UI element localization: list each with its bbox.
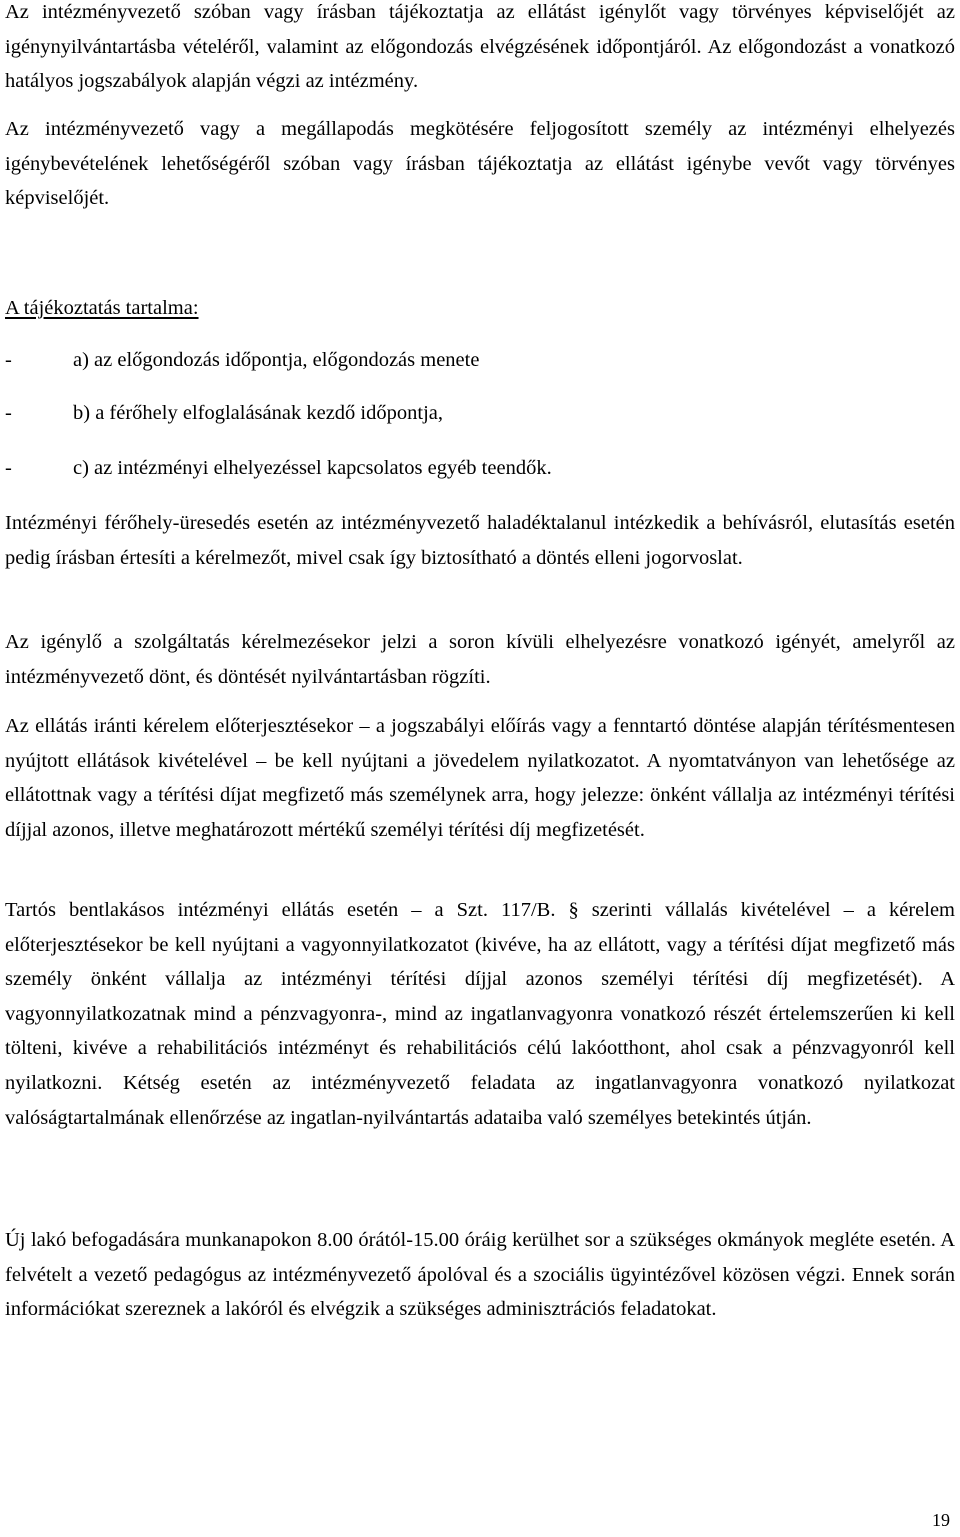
paragraph-1: Az intézményvezető szóban vagy írásban tájékoztatja az ellátást igénylőt vagy törvényes képviselőjét az igénynyilvántartásba vételéről, valamint az előgondozás elvégzésének időpontjáról. Az előgondozást a vonatkozó hatályos jogszabályok alapján végzi az intézmény. — [5, 1, 955, 93]
list-item — [5, 451, 955, 486]
list-heading: A tájékoztatás tartalma: — [5, 297, 199, 319]
paragraph-5: Az ellátás iránti kérelem előterjesztésekor – a jogszabályi előírás vagy a fenntartó döntése alapján térítésmentesen nyújtott ellátások kivételével – be kell nyújtani a jövedelem nyilatkozatot. A nyomtatványon van lehetősége az ellátottnak vagy a térítési díjat megfizető más személynek arra, hogy jelezze: önként vállalja az intézményi térítési díjjal azonos, illetve meghatározott mértékű személyi térítési díj megfizetését. — [5, 715, 955, 841]
list-dash: - — [5, 349, 12, 371]
list-item-text: b) a férőhely elfoglalásának kezdő időpontja, — [73, 402, 443, 424]
list-dash: - — [5, 402, 12, 424]
paragraph-4: Az igénylő a szolgáltatás kérelmezésekor jelzi a soron kívüli elhelyezésre vonatkozó igényét, amelyről az intézményvezető dönt, és döntését nyilvántartásban rögzíti. — [5, 631, 955, 688]
paragraph-2: Az intézményvezető vagy a megállapodás megkötésére feljogosított személy az intézményi elhelyezés igénybevételének lehetőségéről szóban vagy írásban tájékoztatja az ellátást igénybe vevőt vagy törvényes képviselőjét. — [5, 118, 955, 210]
page-number: 19 — [932, 1510, 950, 1530]
paragraph-6: Tartós bentlakásos intézményi ellátás esetén – a Szt. 117/B. § szerinti vállalás kivételével – a kérelem előterjesztésekor be kell nyújtani a vagyonnyilatkozatot (kivéve, ha az ellátott, vagy a térítési díjat megfizető más személy önként vállalja az intézményi térítési díjjal azonos személyi térítési díj megfizetését). A vagyonnyilatkozatnak mind a pénzvagyonra-, mind az ingatlanvagyonra vonatkozó részét értelemszerűen ki kell tölteni, kivéve a rehabilitációs intézményt és rehabilitációs célú lakóotthont, ahol csak a pénzvagyonról kell nyilatkozni. Kétség esetén az intézményvezető feladata az ingatlanvagyonra vonatkozó nyilatkozat valóságtartalmának ellenőrzése az ingatlan-nyilvántartás adataiba való személyes betekintés útján. — [5, 899, 955, 1129]
list-item — [5, 396, 955, 431]
list-item — [5, 343, 955, 378]
paragraph-7: Új lakó befogadására munkanapokon 8.00 órától-15.00 óráig kerülhet sor a szükséges okmányok megléte esetén. A felvételt a vezető pedagógus az intézményvezető ápolóval és a szociális ügyintézővel közösen végzi. Ennek során információkat szereznek a lakóról és elvégzik a szükséges adminisztrációs feladatokat. — [5, 1229, 955, 1321]
paragraph-3: Intézményi férőhely-üresedés esetén az intézményvezető haladéktalanul intézkedik a behívásról, elutasítás esetén pedig írásban értesíti a kérelmezőt, mivel csak így biztosítható a döntés elleni jogorvoslat. — [5, 512, 955, 569]
list-item-text: c) az intézményi elhelyezéssel kapcsolatos egyéb teendők. — [73, 457, 552, 479]
document-page — [5, 0, 955, 1537]
list-item-text: a) az előgondozás időpontja, előgondozás menete — [73, 349, 480, 371]
list-dash: - — [5, 457, 12, 479]
